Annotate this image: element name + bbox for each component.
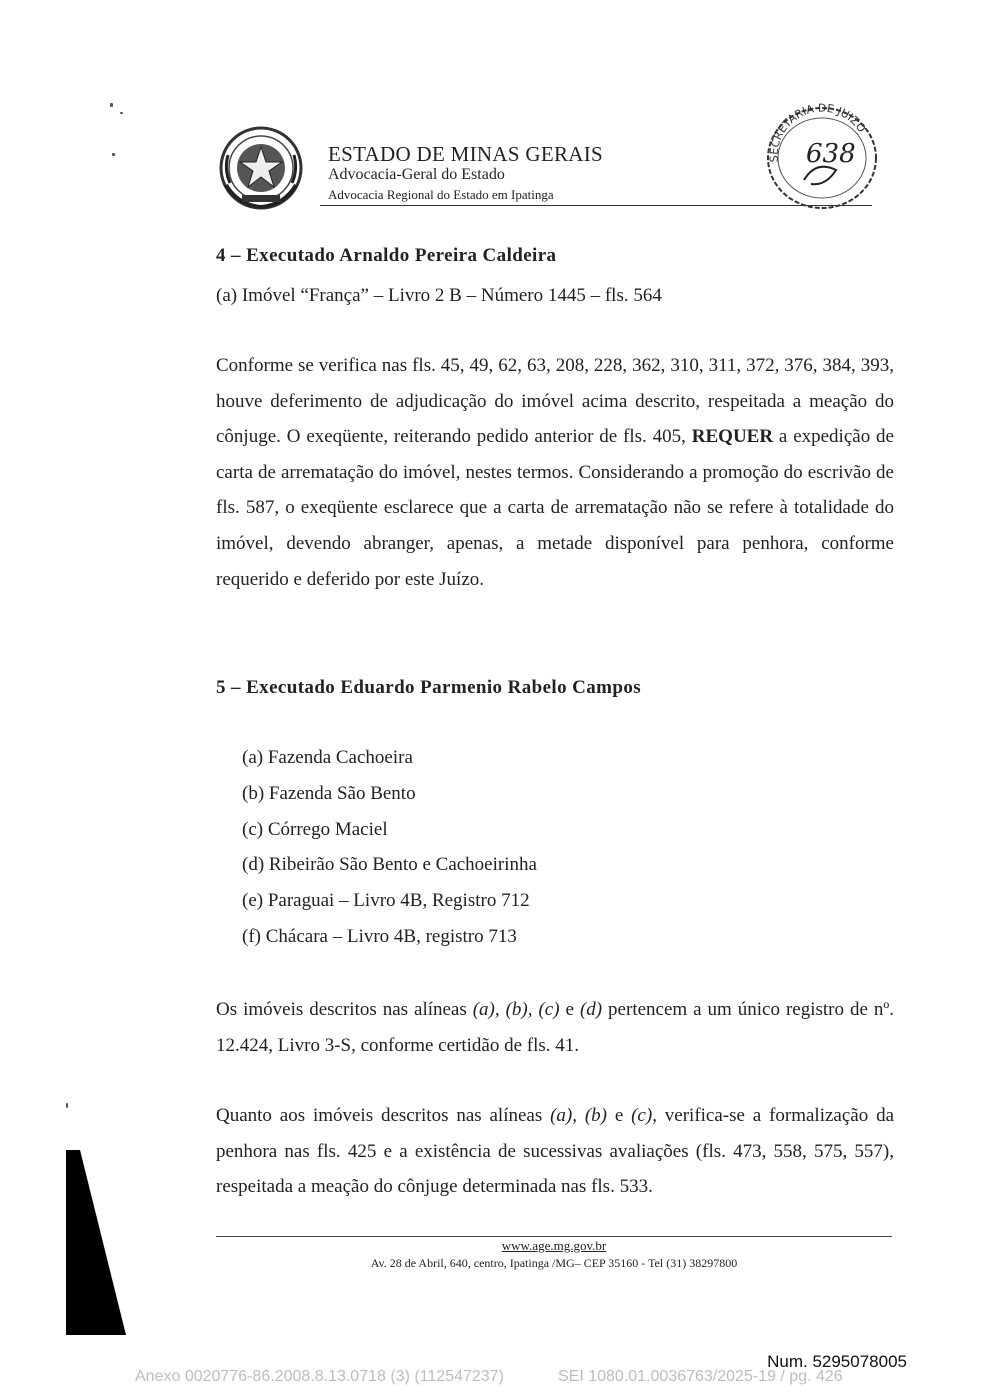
- italic-reference: (c): [631, 1105, 653, 1126]
- court-stamp-icon: [756, 100, 886, 212]
- paragraph-text: e: [559, 999, 580, 1020]
- scan-speck: [110, 103, 113, 107]
- section-4-heading: 4 – Executado Arnaldo Pereira Caldeira: [216, 245, 557, 266]
- stamp-text: SECRETARIA DE JUIZO: [767, 101, 869, 163]
- section-5-paragraph-1: [216, 992, 894, 1063]
- scan-shadow-bar: [66, 1150, 126, 1335]
- paragraph-text: a expedição de carta de arrematação do imóvel, nestes termos. Considerando a promoção do escrivão de fls. 587, o exeqüente esclarece que a carta de arrematação não se refere à totalidade do imóvel, devendo abranger, apenas, a metade disponível para penhora, conforme requerido e deferido por este Juízo.: [216, 426, 894, 590]
- scan-speck: [120, 112, 123, 114]
- list-item: (a) Fazenda Cachoeira: [242, 747, 413, 768]
- list-item: (e) Paraguai – Livro 4B, Registro 712: [242, 890, 530, 912]
- paragraph-text: Quanto aos imóveis descritos nas alíneas: [216, 1105, 551, 1126]
- section-5-paragraph-2: [216, 1098, 894, 1205]
- paragraph-text: e: [606, 1105, 632, 1126]
- list-item: (c) Córrego Maciel: [242, 818, 388, 840]
- section-4-paragraph: [216, 348, 894, 597]
- list-item: (b) Fazenda São Bento: [242, 782, 416, 804]
- footer-url: www.age.mg.gov.br: [501, 1238, 607, 1253]
- paragraph-text: Os imóveis descritos nas alíneas: [216, 999, 473, 1020]
- list-item: (f) Chácara – Livro 4B, registro 713: [242, 925, 517, 947]
- scan-speck: [112, 153, 115, 156]
- header-subtitle: Advocacia-Geral do Estado: [328, 166, 505, 183]
- header-office: Advocacia Regional do Estado em Ipatinga: [328, 187, 554, 202]
- minas-gerais-crest-icon: [218, 125, 304, 211]
- scan-speck: [66, 1103, 68, 1108]
- paragraph-text: Conforme se verifica nas fls. 45, 49, 62, 63, 208, 228, 362, 310, 311, 372, 376, 384, 393, houve deferimento de adjudicação do imóvel acima descrito, respeitada a meação do cônjuge. O exeqüente, reiterando pedido anterior de fls. 405,: [216, 355, 894, 448]
- paragraph-text: pertencem a um único registro de nº. 12.424, Livro 3-S, conforme certidão de fls. 41.: [216, 999, 895, 1056]
- italic-reference: (a), (b): [550, 1105, 607, 1126]
- paragraph-text: , verifica-se a formalização da penhora nas fls. 425 e a existência de sucessivas avaliações (fls. 473, 558, 575, 557), respeitada a meação do cônjuge determinada nas fls. 533.: [216, 1105, 894, 1198]
- footer-address: Av. 28 de Abril, 640, centro, Ipatinga /MG– CEP 35160 - Tel (31) 38297800: [370, 1256, 738, 1270]
- requer-emphasis: REQUER: [691, 426, 774, 448]
- stamp-number: 638: [806, 139, 856, 169]
- document-number: Num. 5295078005: [767, 1352, 907, 1371]
- italic-reference: (d): [579, 999, 603, 1020]
- annex-reference: Anexo 0020776-86.2008.8.13.0718 (3) (112547237): [135, 1368, 504, 1385]
- section-5-heading: 5 – Executado Eduardo Parmenio Rabelo Campos: [216, 677, 642, 698]
- section-4-item: (a) Imóvel “França” – Livro 2 B – Número 1445 – fls. 564: [216, 285, 662, 306]
- header-title: ESTADO DE MINAS GERAIS: [328, 142, 604, 166]
- sei-reference: SEI 1080.01.0036763/2025-19 / pg. 426: [558, 1368, 843, 1385]
- footer-divider: [216, 1236, 892, 1237]
- list-item: (d) Ribeirão São Bento e Cachoeirinha: [242, 854, 537, 876]
- italic-reference: (a), (b), (c): [472, 999, 560, 1020]
- property-list: [242, 740, 537, 955]
